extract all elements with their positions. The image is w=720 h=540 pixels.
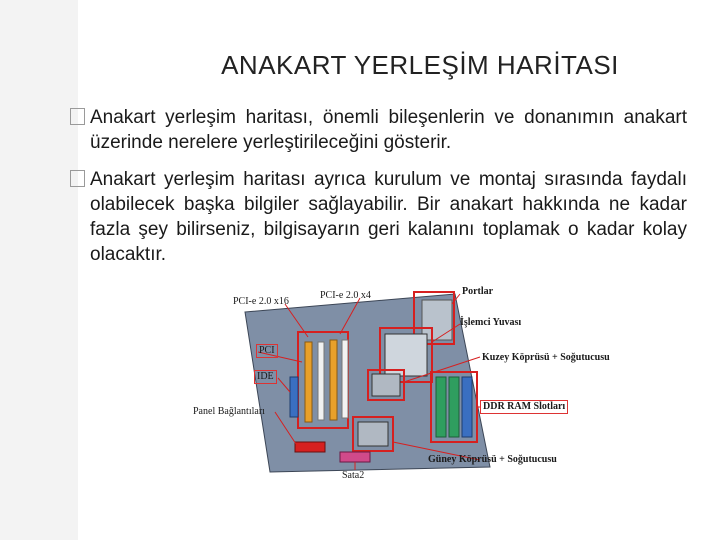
motherboard-diagram: [190, 282, 620, 482]
label-kuzey: Kuzey Köprüsü + Soğutucusu: [482, 352, 610, 363]
pci-slot-1: [318, 342, 324, 420]
ram-slot-1: [436, 377, 446, 437]
ide-connector-shape: [290, 377, 298, 417]
sata-connector-shape: [340, 452, 370, 462]
southbridge-shape: [358, 422, 388, 446]
label-pcie16: PCI-e 2.0 x16: [233, 296, 289, 307]
label-guney: Güney Köprüsü + Soğutucusu: [428, 454, 557, 465]
pci-slot-2: [342, 340, 348, 418]
label-ddr: DDR RAM Slotları: [480, 400, 568, 414]
label-panel: Panel Bağlantıları: [193, 406, 265, 417]
pcie16-slot-2: [330, 340, 337, 420]
label-pcie4: PCI-e 2.0 x4: [320, 290, 371, 301]
label-portlar: Portlar: [462, 286, 494, 297]
square-bullet-icon: [70, 108, 85, 125]
pcie16-slot-1: [305, 342, 312, 422]
label-pci: PCI: [256, 344, 278, 358]
label-islemci: İşlemci Yuvası: [460, 317, 522, 328]
paragraph-text: Anakart yerleşim haritası, önemli bileşenlerin ve donanımın anakart üzerinde nerelere yerleştirileceğini gösterir.: [90, 107, 687, 153]
bullet-paragraph-2: [70, 167, 687, 267]
square-bullet-icon: [70, 170, 85, 187]
slide-sidebar: [0, 0, 78, 540]
ram-slot-2: [449, 377, 459, 437]
northbridge-shape: [372, 374, 400, 396]
paragraph-text: Anakart yerleşim haritası ayrıca kurulum ve montaj sırasında faydalı olabilecek başka bilgiler sağlayabilir. Bir anakart hakkında ne kadar fazla şey bilirseniz, bilgisayarın geri kalanını toplamak o kadar kolay olacaktır.: [90, 169, 687, 265]
panel-connector-shape: [295, 442, 325, 452]
ram-slot-3: [462, 377, 472, 437]
slide-title: ANAKART YERLEŞİM HARİTASI: [221, 50, 619, 80]
bullet-paragraph-1: [70, 105, 687, 155]
label-ide: IDE: [254, 370, 277, 384]
label-sata: Sata2: [342, 470, 365, 481]
